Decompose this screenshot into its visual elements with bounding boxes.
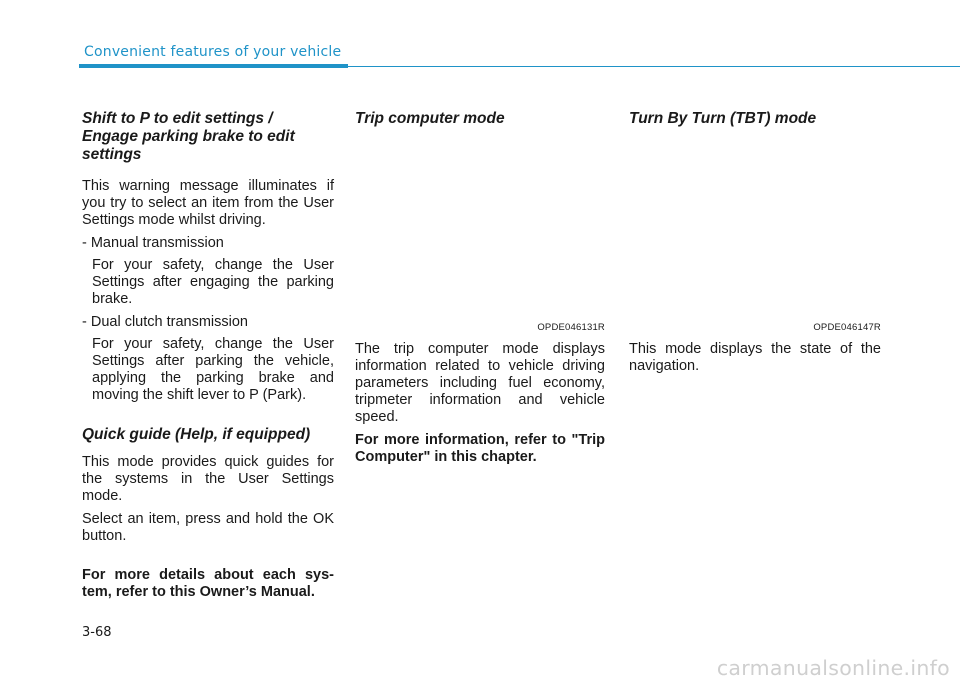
header-accent-bar (79, 64, 348, 68)
quick-guide-instruction: Select an item, press and hold the OK button. (82, 511, 334, 544)
dual-clutch-text: For your safety, change the User Settings after parking the vehicle, applying the parking brake and moving the shift lever to P (Park). (92, 336, 334, 403)
heading-shift-to-p (82, 110, 334, 164)
heading-shift-line2: Engage parking brake to edit (82, 128, 295, 145)
column-middle (355, 110, 605, 466)
trip-computer-text: The trip computer mode displays information related to vehicle driving parameters including fuel economy, tripmeter information and vehicle speed. (355, 341, 605, 425)
dual-clutch-title: - Dual clutch transmission (82, 314, 248, 330)
column-left (82, 110, 334, 601)
heading-tbt: Turn By Turn (TBT) mode (629, 110, 817, 127)
manual-transmission-text: For your safety, change the User Settings after engaging the parking brake. (92, 257, 334, 307)
header-rule (348, 66, 960, 67)
figure-code-tbt: OPDE046147R (813, 322, 881, 333)
page-number: 3-68 (82, 625, 112, 640)
warning-intro-text: This warning message illuminates if you try to select an item from the User Settings mode whilst driving. (82, 178, 334, 228)
figure-code-trip: OPDE046131R (537, 322, 605, 333)
watermark: carmanualsonline.info (716, 656, 950, 680)
heading-shift-line1: Shift to P to edit settings / (82, 110, 273, 127)
heading-trip-computer: Trip computer mode (355, 110, 505, 127)
trip-computer-note: For more information, refer to "Trip Computer" in this chapter. (355, 432, 605, 465)
page-header (0, 0, 960, 70)
heading-quick-guide: Quick guide (Help, if equipped) (82, 426, 311, 443)
quick-guide-note: For more details about each sys-tem, refer to this Owner’s Manual. (82, 567, 334, 600)
section-title: Convenient features of your vehicle (84, 44, 342, 60)
tbt-text: This mode displays the state of the navigation. (629, 341, 881, 374)
quick-guide-text: This mode provides quick guides for the systems in the User Settings mode. (82, 454, 334, 504)
column-right (629, 110, 881, 375)
manual-transmission-title: - Manual transmission (82, 235, 224, 251)
heading-shift-line3: settings (82, 146, 142, 163)
